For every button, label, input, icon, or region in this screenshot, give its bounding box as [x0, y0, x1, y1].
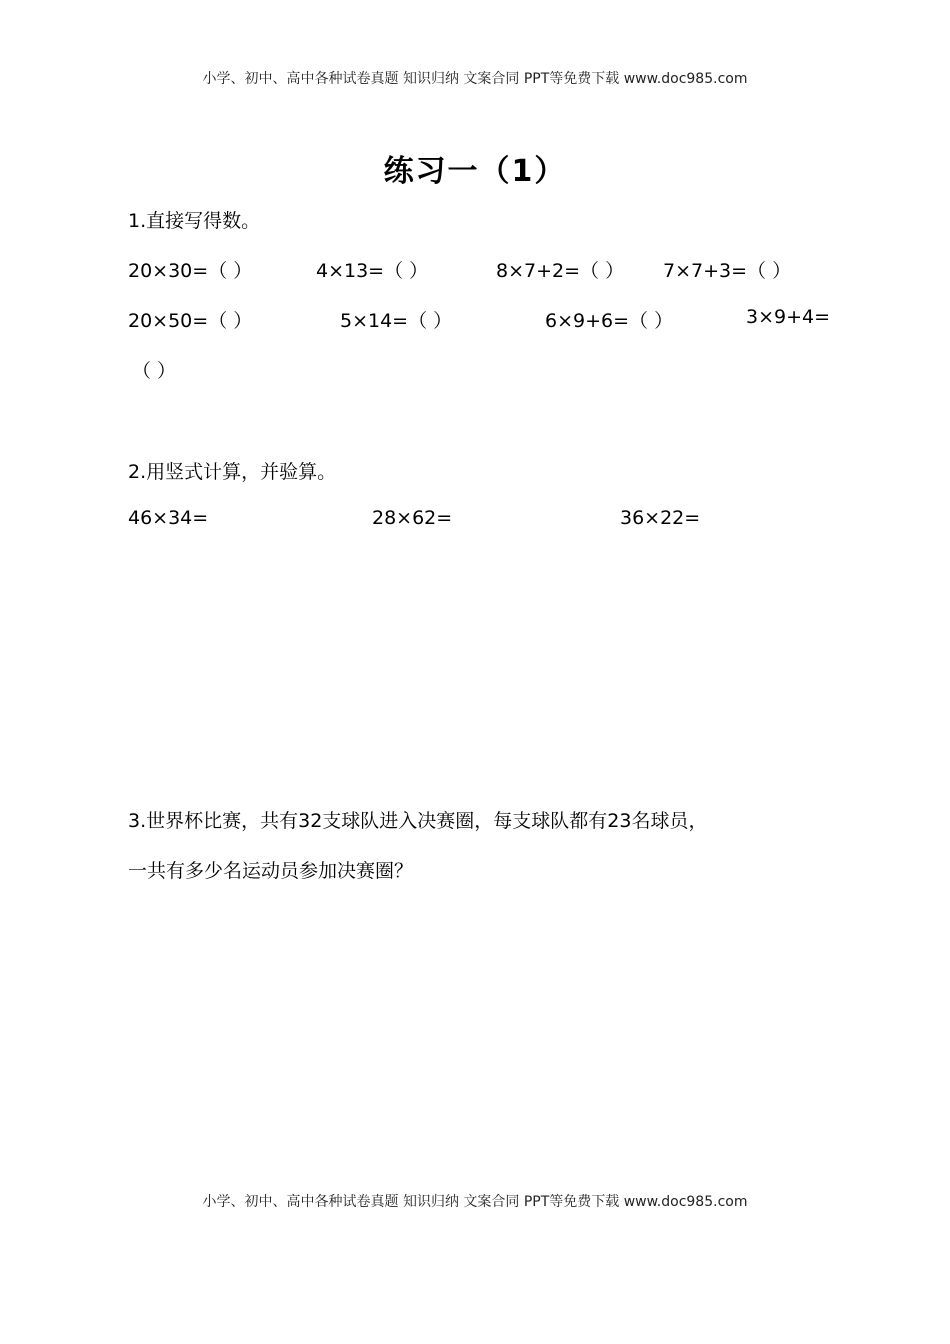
page-header: 小学、初中、高中各种试卷真题 知识归纳 文案合同 PPT等免费下载 www.doc985.com [202, 71, 748, 87]
question-2-heading: 2.用竖式计算，并验算。 [128, 461, 337, 483]
question-1-heading: 1.直接写得数。 [128, 210, 261, 232]
q2-problem: 28×62= [372, 507, 453, 529]
q1-item: 6×9+6=（ ） [545, 310, 674, 332]
q1-item: 5×14=（ ） [340, 310, 453, 332]
question-3-line-2: 一共有多少名运动员参加决赛圈？ [128, 860, 414, 882]
q1-item: 7×7+3=（ ） [663, 260, 792, 282]
q1-item: 3×9+4= [746, 306, 831, 328]
q1-item: 20×30=（ ） [128, 260, 253, 282]
q2-problem: 36×22= [620, 507, 701, 529]
q1-item: 20×50=（ ） [128, 310, 253, 332]
q1-item: 4×13=（ ） [316, 260, 429, 282]
page-title: 练习一（1） [383, 154, 567, 189]
page-footer: 小学、初中、高中各种试卷真题 知识归纳 文案合同 PPT等免费下载 www.doc985.com [202, 1194, 748, 1210]
q1-item: 8×7+2=（ ） [496, 260, 625, 282]
q2-problem: 46×34= [128, 507, 209, 529]
q1-item: （ ） [132, 360, 177, 382]
question-3-line-1: 3.世界杯比赛，共有32支球队进入决赛圈，每支球队都有23名球员， [128, 810, 708, 832]
